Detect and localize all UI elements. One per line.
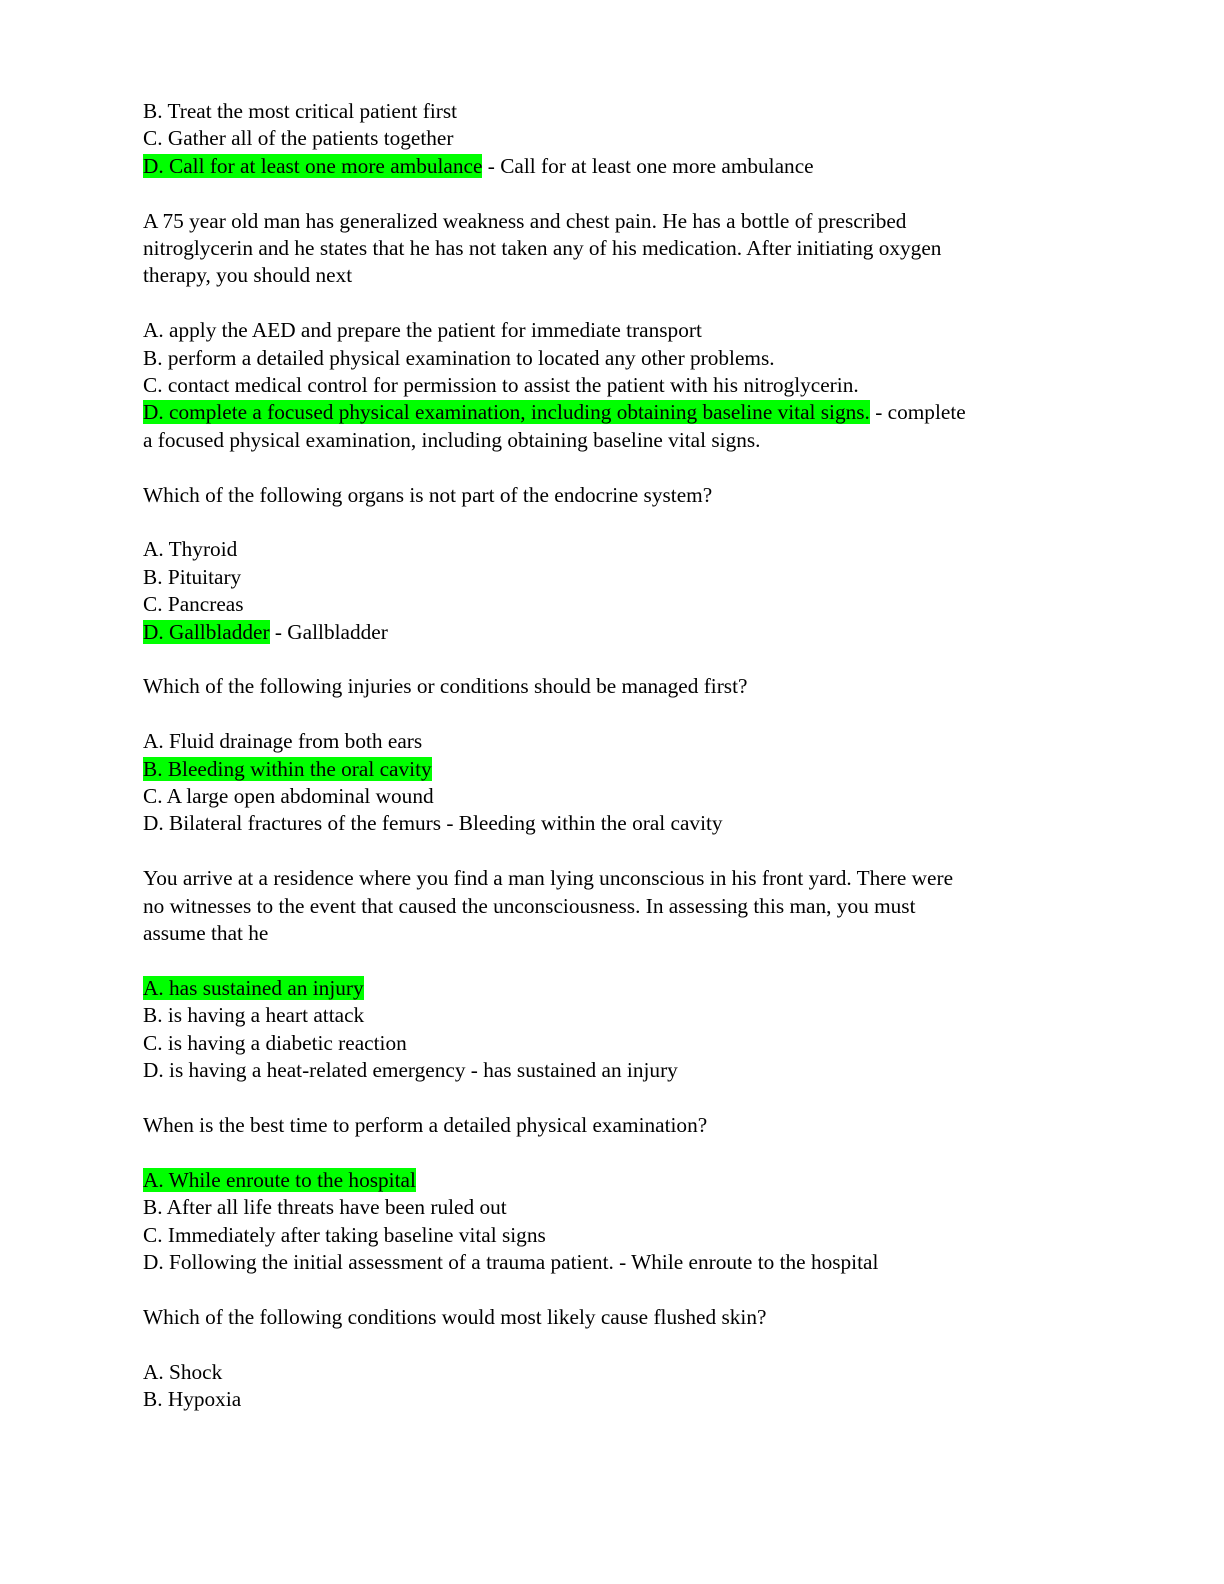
question-block bbox=[143, 208, 1083, 455]
question-block bbox=[143, 1112, 1083, 1276]
answer-option-c: C. Pancreas bbox=[143, 592, 244, 617]
answer-option-a: A. Fluid drainage from both ears bbox=[143, 729, 423, 754]
correct-answer-highlight: A. has sustained an injury bbox=[143, 975, 364, 1000]
answer-option-c: C. Immediately after taking baseline vital signs bbox=[143, 1222, 546, 1247]
answer-option-b: B. perform a detailed physical examination to located any other problems. bbox=[143, 345, 775, 370]
answer-option-d bbox=[143, 619, 1083, 646]
answer-option-a bbox=[143, 1167, 1083, 1194]
question-text: Which of the following injuries or conditions should be managed first? bbox=[143, 674, 748, 699]
question-text: When is the best time to perform a detailed physical examination? bbox=[143, 1112, 708, 1137]
answer-option-b: B. Pituitary bbox=[143, 564, 242, 589]
answer-key: - Call for at least one more ambulance bbox=[482, 153, 814, 178]
answer-key: - Gallbladder bbox=[269, 619, 388, 644]
answer-option-d: D. is having a heat-related emergency - has sustained an injury bbox=[143, 1058, 678, 1083]
answer-key: a focused physical examination, including obtaining baseline vital signs. bbox=[143, 427, 761, 452]
answer-option-d: D. Following the initial assessment of a trauma patient. - While enroute to the hospital bbox=[143, 1249, 879, 1274]
question-block bbox=[143, 673, 1083, 837]
question-text: no witnesses to the event that caused the unconsciousness. In assessing this man, you must bbox=[143, 893, 916, 918]
answer-option-d: D. Bilateral fractures of the femurs - Bleeding within the oral cavity bbox=[143, 811, 723, 836]
answer-option-d bbox=[143, 153, 1083, 180]
correct-answer-highlight: D. Gallbladder bbox=[143, 619, 270, 644]
question-text: therapy, you should next bbox=[143, 263, 353, 288]
document-page bbox=[143, 98, 1083, 1413]
answer-option-b: B. Treat the most critical patient first bbox=[143, 99, 458, 123]
answer-option-b: B. After all life threats have been ruled out bbox=[143, 1195, 507, 1220]
answer-option-c: C. is having a diabetic reaction bbox=[143, 1030, 407, 1055]
correct-answer-highlight: B. Bleeding within the oral cavity bbox=[143, 756, 432, 781]
answer-option-a: A. Shock bbox=[143, 1359, 223, 1384]
question-text: nitroglycerin and he states that he has not taken any of his medication. After initiating oxygen bbox=[143, 236, 942, 261]
answer-option-b: B. is having a heart attack bbox=[143, 1003, 365, 1028]
correct-answer-highlight: A. While enroute to the hospital bbox=[143, 1167, 416, 1192]
question-block bbox=[143, 865, 1083, 1084]
answer-option-b: B. Hypoxia bbox=[143, 1386, 242, 1411]
answer-option-a: A. Thyroid bbox=[143, 537, 238, 562]
correct-answer-highlight: D. Call for at least one more ambulance bbox=[143, 153, 483, 178]
answer-option-d bbox=[143, 399, 1083, 426]
question-block bbox=[143, 1304, 1083, 1414]
answer-option-c: C. contact medical control for permission to assist the patient with his nitroglycerin. bbox=[143, 373, 859, 398]
question-text: Which of the following conditions would most likely cause flushed skin? bbox=[143, 1304, 767, 1329]
question-block bbox=[143, 98, 1083, 180]
answer-option-a: A. apply the AED and prepare the patient for immediate transport bbox=[143, 318, 702, 343]
question-text: You arrive at a residence where you find a man lying unconscious in his front yard. There were bbox=[143, 866, 954, 891]
correct-answer-highlight: D. complete a focused physical examination, including obtaining baseline vital signs. bbox=[143, 400, 870, 425]
answer-option-b bbox=[143, 756, 1083, 783]
answer-option-c: C. A large open abdominal wound bbox=[143, 784, 434, 809]
answer-option-a bbox=[143, 975, 1083, 1002]
question-text: A 75 year old man has generalized weakness and chest pain. He has a bottle of prescribed bbox=[143, 208, 907, 233]
question-text: assume that he bbox=[143, 921, 269, 946]
question-text: Which of the following organs is not part of the endocrine system? bbox=[143, 482, 713, 507]
answer-option-c: C. Gather all of the patients together bbox=[143, 126, 454, 151]
answer-key: - complete bbox=[869, 400, 966, 425]
question-block bbox=[143, 482, 1083, 646]
